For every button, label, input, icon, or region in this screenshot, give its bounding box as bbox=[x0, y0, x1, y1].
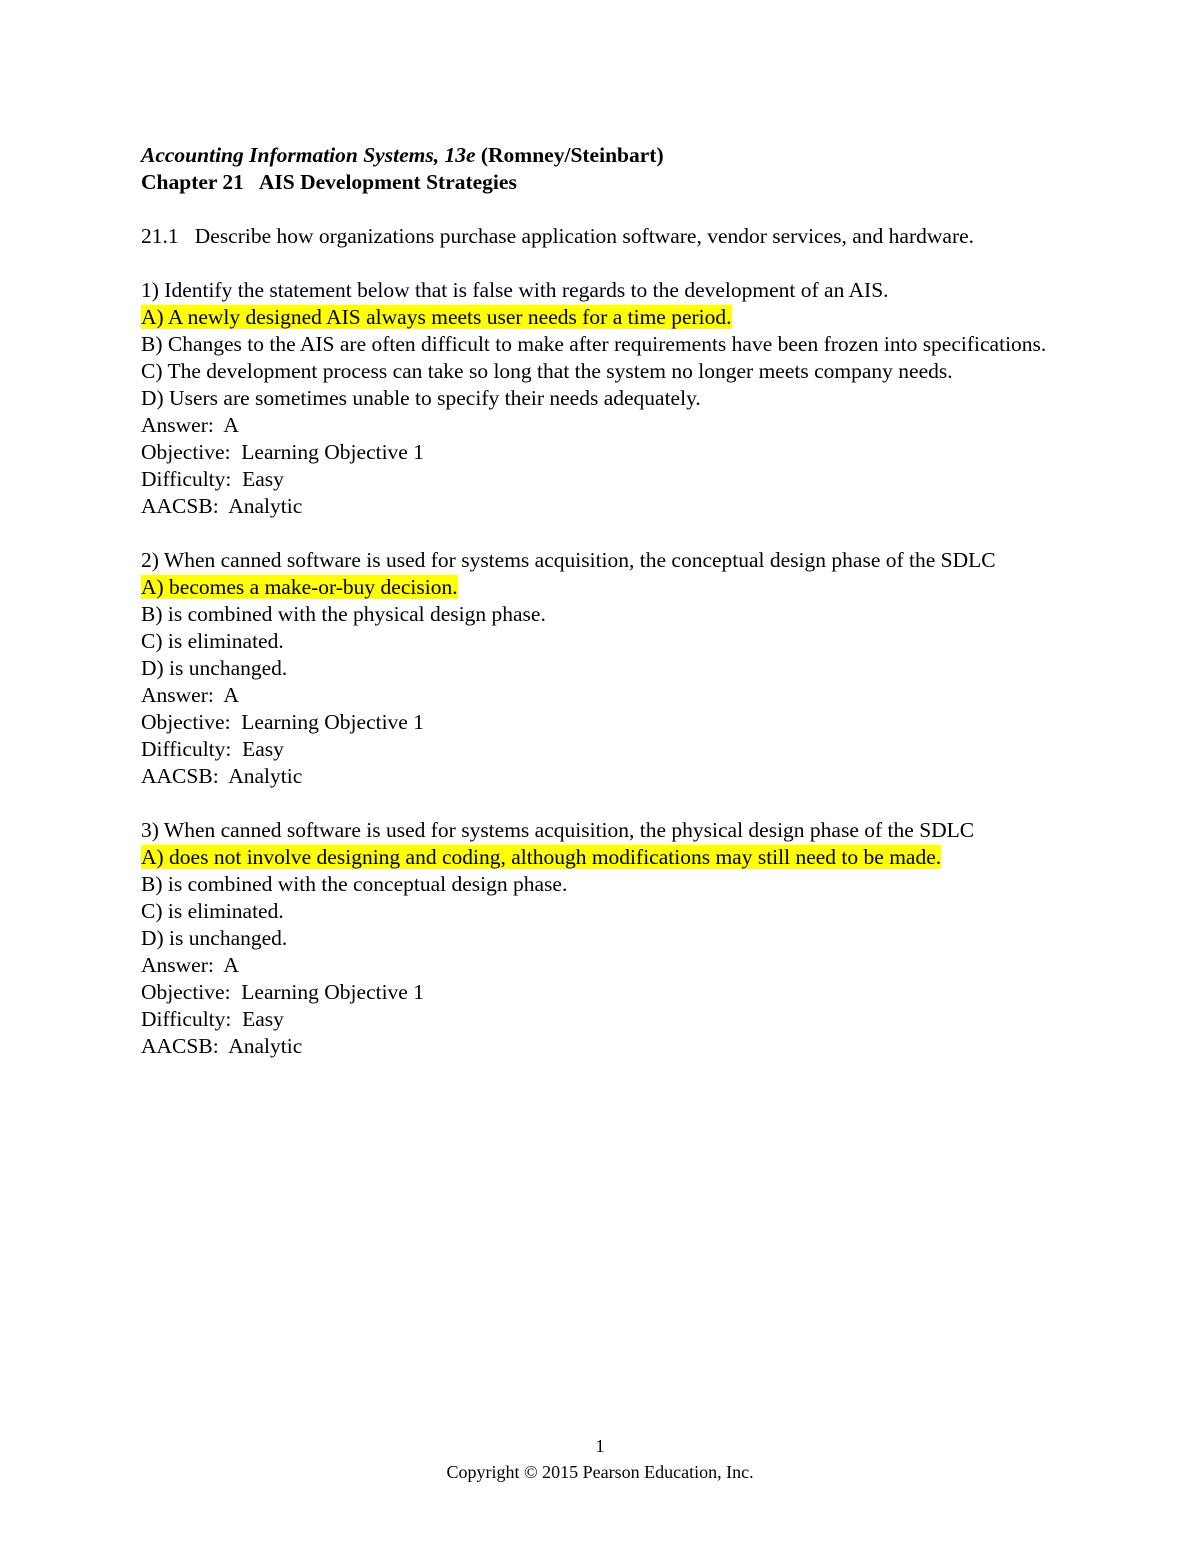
book-title-line bbox=[141, 142, 1101, 169]
highlighted-answer: A) does not involve designing and coding, although modifications may still need to be made. bbox=[141, 845, 942, 869]
chapter-title: Chapter 21 AIS Development Strategies bbox=[141, 170, 517, 194]
aacsb: AACSB: Analytic bbox=[141, 1034, 303, 1058]
page-number: 1 bbox=[595, 1436, 605, 1456]
answer-option-a bbox=[141, 304, 1101, 331]
answer-key: Answer: A bbox=[141, 953, 239, 977]
question-stem: 3) When canned software is used for systems acquisition, the physical design phase of the SDLC bbox=[141, 818, 975, 842]
question-stem: 2) When canned software is used for systems acquisition, the conceptual design phase of the SDLC bbox=[141, 548, 996, 572]
answer-option-d: D) Users are sometimes unable to specify their needs adequately. bbox=[141, 386, 701, 410]
answer-option-b: B) is combined with the conceptual design phase. bbox=[141, 872, 568, 896]
copyright-notice: Copyright © 2015 Pearson Education, Inc. bbox=[446, 1462, 754, 1482]
spacer bbox=[141, 790, 1101, 817]
difficulty: Difficulty: Easy bbox=[141, 1007, 284, 1031]
difficulty: Difficulty: Easy bbox=[141, 467, 284, 491]
spacer bbox=[141, 196, 1101, 223]
question-1 bbox=[141, 277, 1101, 520]
objective: Objective: Learning Objective 1 bbox=[141, 980, 424, 1004]
page-content bbox=[141, 142, 1101, 1060]
answer-option-c: C) The development process can take so long that the system no longer meets company needs. bbox=[141, 359, 953, 383]
answer-option-b: B) is combined with the physical design phase. bbox=[141, 602, 546, 626]
difficulty: Difficulty: Easy bbox=[141, 737, 284, 761]
answer-key: Answer: A bbox=[141, 413, 239, 437]
answer-option-b: B) Changes to the AIS are often difficult to make after requirements have been frozen into specifications. bbox=[141, 332, 1047, 356]
highlighted-answer: A) becomes a make-or-buy decision. bbox=[141, 575, 458, 599]
answer-option-a bbox=[141, 844, 1101, 871]
question-2 bbox=[141, 547, 1101, 790]
aacsb: AACSB: Analytic bbox=[141, 764, 303, 788]
spacer bbox=[141, 520, 1101, 547]
question-3 bbox=[141, 817, 1101, 1060]
question-stem: 1) Identify the statement below that is false with regards to the development of an AIS. bbox=[141, 278, 889, 302]
answer-option-c: C) is eliminated. bbox=[141, 899, 284, 923]
answer-option-d: D) is unchanged. bbox=[141, 926, 288, 950]
section-heading: 21.1 Describe how organizations purchase application software, vendor services, and hardware. bbox=[141, 224, 975, 248]
objective: Objective: Learning Objective 1 bbox=[141, 440, 424, 464]
answer-option-d: D) is unchanged. bbox=[141, 656, 288, 680]
answer-option-a bbox=[141, 574, 1101, 601]
book-title: Accounting Information Systems, 13e bbox=[141, 143, 476, 167]
highlighted-answer: A) A newly designed AIS always meets user needs for a time period. bbox=[141, 305, 732, 329]
answer-option-c: C) is eliminated. bbox=[141, 629, 284, 653]
answer-key: Answer: A bbox=[141, 683, 239, 707]
aacsb: AACSB: Analytic bbox=[141, 494, 303, 518]
objective: Objective: Learning Objective 1 bbox=[141, 710, 424, 734]
book-authors: (Romney/Steinbart) bbox=[475, 143, 664, 167]
spacer bbox=[141, 250, 1101, 277]
